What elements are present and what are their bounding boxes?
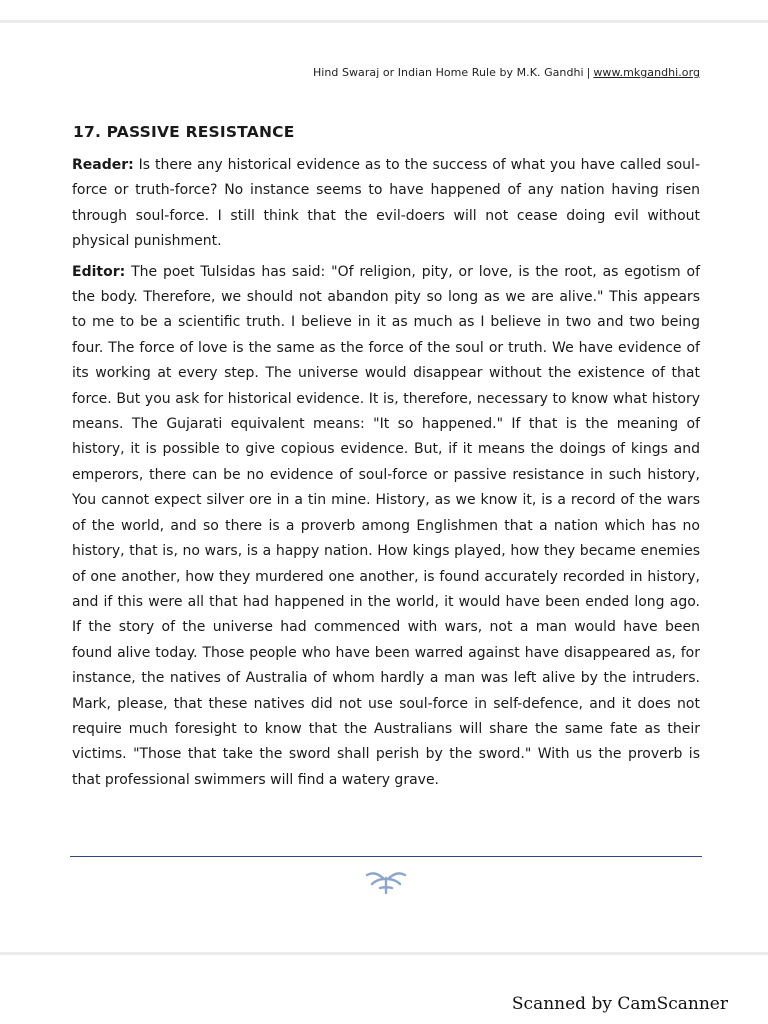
footer-divider: [70, 856, 702, 857]
running-header: [313, 66, 700, 79]
editor-paragraph: [72, 260, 700, 794]
chapter-title: 17. PASSIVE RESISTANCE: [73, 123, 295, 141]
reader-paragraph: [72, 153, 700, 255]
camscanner-watermark: Scanned by CamScanner: [511, 994, 728, 1014]
reader-text: Is there any historical evidence as to the success of what you have called soul-force or truth-force? No instance seems to have happened of any nation having risen through soul-force. I still think that the evil-doers will not cease doing evil without physical punishment.: [72, 157, 700, 250]
header-website-link[interactable]: www.mkgandhi.org: [593, 66, 700, 79]
scan-bottom-edge: [0, 952, 768, 955]
reader-speaker-label: Reader:: [72, 157, 134, 173]
chapter-body: [72, 153, 700, 793]
scan-top-edge: [0, 20, 768, 23]
header-book-title: Hind Swaraj or Indian Home Rule by M.K. Gandhi: [312, 66, 584, 79]
editor-text: The poet Tulsidas has said: "Of religion, pity, or love, is the root, as egotism of the body. Therefore, we should not abandon pity so long as we are alive." This appears to me to be a scientific truth. I believe in it as much as I believe in two and two being four. The force of love is the same as the force of the soul or truth. We have evidence of its working at every step. The universe would disappear without the existence of that force. But you ask for historical evidence. It is, therefore, necessary to know what history means. The Gujarati equivalent means: "It so happened." If that is the meaning of history, it is possible to give copious evidence. But, if it means the doings of kings and emperors, there can be no evidence of soul-force or passive resistance in such history, You cannot expect silver ore in a tin mine. History, as we know it, is a record of the wars of the world, and so there is a proverb among Englishmen that a nation which has no history, that is, no wars, is a happy nation. How kings played, how they became enemies of one another, how they murdered one another, is found accurately recorded in history, and if this were all that had happened in the world, it would have been ended long ago. If the story of the universe had commenced with wars, not a man would have been found alive today. Those people who have been warred against have disappeared as, for instance, the natives of Australia of whom hardly a man was left alive by the intruders. Mark, please, that these natives did not use soul-force in self-defence, and it does not require much foresight to know that the Australians will share the same fate as their victims. "Those that take the sword shall perish by the sword." With us the proverb is that professional swimmers will find a watery grave.: [72, 263, 701, 788]
editor-speaker-label: Editor:: [72, 263, 126, 280]
flourish-ornament-icon: [363, 866, 409, 896]
header-separator: |: [586, 66, 591, 79]
